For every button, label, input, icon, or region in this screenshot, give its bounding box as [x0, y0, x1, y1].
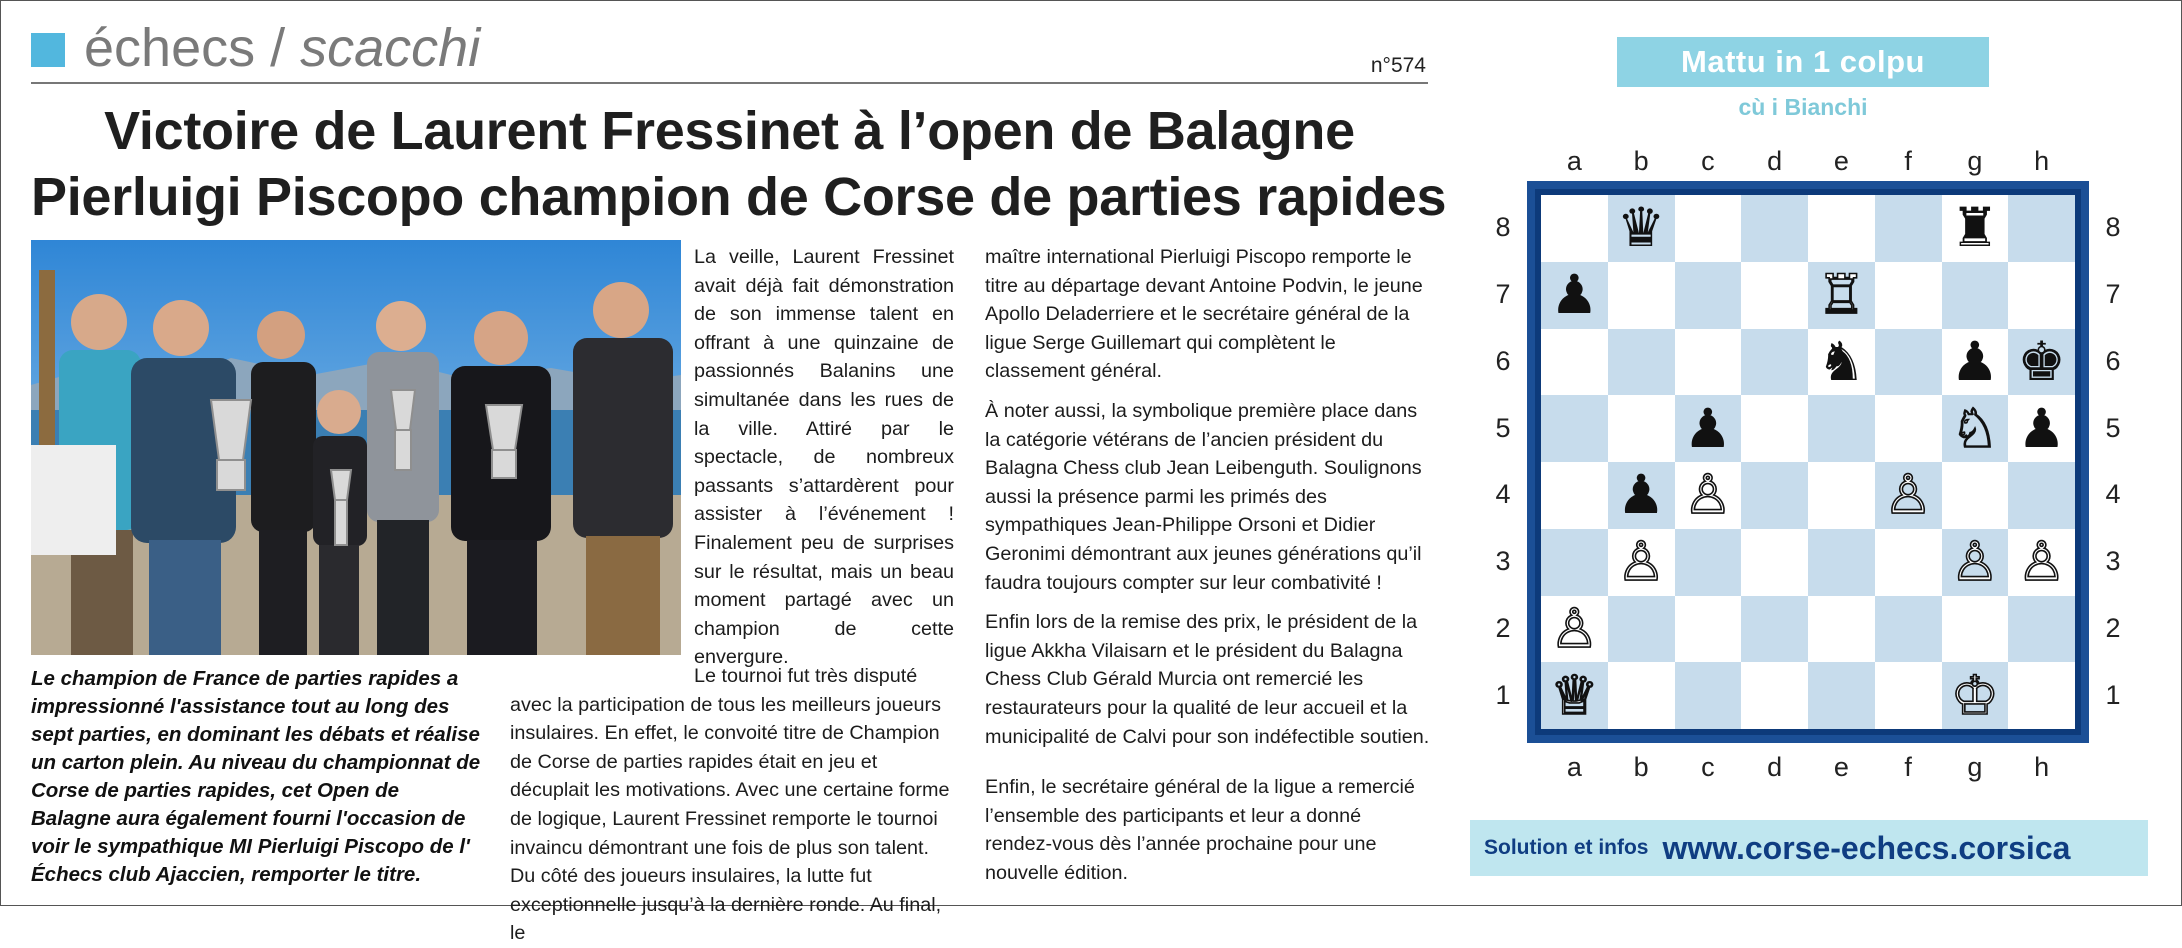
board-square-b7 [1608, 262, 1675, 329]
article-paragraph-lead: Le tournoi fut très disputé [694, 665, 918, 687]
footer-bar [1470, 820, 2148, 876]
black-pawn-icon: ♟ [1683, 396, 1733, 460]
section-title [84, 16, 480, 80]
board-square-d7 [1741, 262, 1808, 329]
black-rook-icon: ♜ [1950, 196, 2000, 260]
board-coordinate-label: d [1767, 752, 1783, 782]
board-square-c6 [1675, 329, 1742, 396]
board-square-b8 [1608, 195, 1675, 262]
board-coordinate-label: g [1967, 146, 1983, 176]
white-pawn-icon: ♙ [1550, 596, 1599, 660]
white-pawn-icon: ♙ [1616, 530, 1666, 594]
board-square-h7 [2008, 262, 2075, 329]
white-rook-icon: ♖ [1817, 263, 1866, 327]
board-coordinate-label: 4 [2105, 479, 2121, 510]
board-square-g7 [1942, 262, 2009, 329]
board-square-g4 [1942, 462, 2009, 529]
article-paragraph: La veille, Laurent Fressinet avait déjà fait démonstration de son immense talent en offrant à une quinzaine de passionnés Balanins une simultanée dans les rues de la ville. Attiré par le spectacle, de nombreux passants s’attardèrent pour assister à l’événement ! Finalement peu de surprises sur le résultat, mais un beau moment partagé avec un champion de cette envergure. [694, 246, 954, 669]
board-coordinate-label: h [2034, 146, 2050, 176]
board-square-b6 [1608, 329, 1675, 396]
board-square-a1 [1541, 662, 1608, 729]
board-square-g6 [1942, 329, 2009, 396]
article-paragraph: avec la participation de tous les meilleurs joueurs insulaires. En effet, le convoité titre de Champion de Corse de parties rapides était en jeu et décuplait les motivations. Avec une certaine forme de logique, Laurent Fressinet remporte le tournoi invaincu démontrant une fois de plus son talent. Du côté des joueurs insulaires, la lutte fut exceptionnelle jusqu’à la dernière ronde. Au final, le [510, 693, 950, 945]
white-pawn-icon: ♙ [1883, 463, 1933, 527]
board-square-h8 [2008, 195, 2075, 262]
board-coordinate-label: 8 [2105, 212, 2121, 243]
winners-photo [31, 240, 681, 655]
board-coordinate-label: 7 [1495, 279, 1511, 310]
article-column-1-top [694, 243, 954, 683]
article-paragraph: À noter aussi, la symbolique première place dans la catégorie vétérans de l’ancien président du Balagna Chess club Jean Leibenguth. Soulignons aussi la présence parmi les primés des sympathiques Jean-Philippe Orsoni et Didier Geronimi démontrant aux jeunes générations qu’il faudra toujours compter sur leur combativité ! [985, 399, 1422, 594]
board-square-b1 [1608, 662, 1675, 729]
board-coordinate-label: 3 [2105, 546, 2121, 577]
photo-caption: Le champion de France de parties rapides a impressionné l'assistance tout au long des sept parties, en dominant les débats et réalise un carton plein. Au niveau du championnat de Corse de parties rapides, cet Open de Balagne aura également fourni l'occasion de voir le sympathique MI Pierluigi Piscopo de l' Échecs club Ajaccien, remporter le titre. [31, 667, 481, 886]
board-coordinate-label: 6 [1495, 345, 1511, 376]
board-square-c4 [1675, 462, 1742, 529]
puzzle-subtitle: cù i Bianchi [1738, 94, 1868, 120]
board-coordinate-label: f [1904, 146, 1912, 176]
board-square-e1 [1808, 662, 1875, 729]
chess-board [1541, 195, 2075, 729]
board-square-d1 [1741, 662, 1808, 729]
white-pawn-icon: ♙ [1950, 530, 2000, 594]
headline-line-2: Pierluigi Piscopo champion de Corse de parties rapides [31, 167, 1447, 227]
article-column-1-bottom [510, 662, 955, 948]
board-square-g8 [1942, 195, 2009, 262]
board-square-g5 [1942, 395, 2009, 462]
board-square-c8 [1675, 195, 1742, 262]
board-coordinate-label: 2 [2105, 612, 2121, 643]
issue-number: n°574 [1370, 54, 1426, 77]
board-square-h6 [2008, 329, 2075, 396]
board-square-a7 [1541, 262, 1608, 329]
black-knight-icon: ♞ [1817, 329, 1866, 393]
board-square-h3 [2008, 529, 2075, 596]
board-coordinate-label: 6 [2105, 345, 2121, 376]
board-square-d2 [1741, 596, 1808, 663]
board-coordinate-label: a [1566, 146, 1582, 176]
white-queen-icon: ♕ [1550, 663, 1599, 727]
board-square-b2 [1608, 596, 1675, 663]
board-square-d8 [1741, 195, 1808, 262]
board-coordinate-label: d [1767, 146, 1783, 176]
black-pawn-icon: ♟ [1616, 463, 1666, 527]
board-square-f1 [1875, 662, 1942, 729]
board-coordinate-label: 2 [1495, 612, 1511, 643]
board-coordinate-label: b [1633, 752, 1649, 782]
board-square-a5 [1541, 395, 1608, 462]
board-coordinate-label: 5 [2105, 412, 2121, 443]
white-knight-icon: ♘ [1950, 396, 2000, 460]
board-coordinate-label: g [1967, 752, 1983, 782]
board-square-e5 [1808, 395, 1875, 462]
black-king-icon: ♚ [2017, 329, 2066, 393]
board-square-f6 [1875, 329, 1942, 396]
section-marker [31, 33, 65, 67]
board-coordinate-label: 8 [1495, 212, 1511, 243]
board-square-e2 [1808, 596, 1875, 663]
board-square-c5 [1675, 395, 1742, 462]
board-coordinate-label: 4 [1495, 479, 1511, 510]
white-pawn-icon: ♙ [1683, 463, 1733, 527]
board-coordinate-label: c [1701, 752, 1715, 782]
white-king-icon: ♔ [1950, 663, 2000, 727]
board-square-c2 [1675, 596, 1742, 663]
board-coordinate-label: 1 [2105, 679, 2121, 710]
article-paragraph: Enfin, le secrétaire général de la ligue a remercié l’ensemble des participants et leur a donné rendez-vous dès l’année prochaine pour une nouvelle édition. [985, 776, 1415, 884]
board-square-c3 [1675, 529, 1742, 596]
board-coordinate-label: a [1566, 752, 1582, 782]
board-square-g3 [1942, 529, 2009, 596]
board-square-f2 [1875, 596, 1942, 663]
article-paragraph: Enfin lors de la remise des prix, le président de la ligue Akkha Vilaisarn et le président du Balagna Chess Club Gérald Murcia ont remercié les restaurateurs pour la qualité de leur accueil et la municipalité de Calvi pour son indéfectible soutien. [985, 611, 1430, 748]
board-square-d4 [1741, 462, 1808, 529]
board-square-h2 [2008, 596, 2075, 663]
board-square-f5 [1875, 395, 1942, 462]
section-title-fr: échecs / [84, 18, 286, 78]
section-title-co: scacchi [300, 18, 481, 78]
board-square-f3 [1875, 529, 1942, 596]
board-square-b5 [1608, 395, 1675, 462]
board-square-e4 [1808, 462, 1875, 529]
board-coordinate-label: e [1833, 752, 1849, 782]
article-paragraph: maître international Pierluigi Piscopo remporte le titre au départage devant Antoine Podvin, le jeune Apollo Deladerriere et le secrétaire général de la ligue Serge Guillemart qui complètent le classement général. [985, 246, 1423, 383]
header-rule [31, 82, 1428, 84]
board-square-d6 [1741, 329, 1808, 396]
board-coordinate-label: c [1701, 146, 1715, 176]
board-coordinate-label: f [1904, 752, 1912, 782]
puzzle-title: Mattu in 1 colpu [1617, 37, 1989, 87]
footer-url-link[interactable]: www.corse-echecs.corsica [1662, 829, 2071, 866]
board-coordinate-label: h [2034, 752, 2050, 782]
board-square-b4 [1608, 462, 1675, 529]
board-coordinate-label: 5 [1495, 412, 1511, 443]
board-square-f4 [1875, 462, 1942, 529]
board-coordinate-label: 1 [1495, 679, 1511, 710]
board-square-e3 [1808, 529, 1875, 596]
board-square-e7 [1808, 262, 1875, 329]
board-square-e8 [1808, 195, 1875, 262]
white-pawn-icon: ♙ [2017, 530, 2066, 594]
board-square-a3 [1541, 529, 1608, 596]
headline [31, 98, 1447, 230]
board-square-g2 [1942, 596, 2009, 663]
black-queen-icon: ♛ [1616, 196, 1666, 260]
board-coordinate-label: e [1833, 146, 1849, 176]
board-coordinate-label: 3 [1495, 546, 1511, 577]
board-coordinate-label: 7 [2105, 279, 2121, 310]
footer-label: Solution et infos [1484, 836, 1649, 859]
board-square-d5 [1741, 395, 1808, 462]
headline-line-1: Victoire de Laurent Fressinet à l’open de Balagne [104, 101, 1355, 161]
black-pawn-icon: ♟ [2017, 396, 2066, 460]
board-square-a6 [1541, 329, 1608, 396]
board-square-c1 [1675, 662, 1742, 729]
winners-photo-illustration [31, 240, 681, 655]
board-square-f8 [1875, 195, 1942, 262]
article-column-2 [985, 243, 1431, 898]
board-square-f7 [1875, 262, 1942, 329]
board-square-d3 [1741, 529, 1808, 596]
board-square-h4 [2008, 462, 2075, 529]
board-coordinate-label: b [1633, 146, 1649, 176]
board-square-a4 [1541, 462, 1608, 529]
board-square-g1 [1942, 662, 2009, 729]
board-square-h5 [2008, 395, 2075, 462]
board-square-c7 [1675, 262, 1742, 329]
board-square-e6 [1808, 329, 1875, 396]
black-pawn-icon: ♟ [1950, 329, 2000, 393]
board-square-b3 [1608, 529, 1675, 596]
board-square-a8 [1541, 195, 1608, 262]
black-pawn-icon: ♟ [1550, 263, 1599, 327]
board-square-a2 [1541, 596, 1608, 663]
board-square-h1 [2008, 662, 2075, 729]
